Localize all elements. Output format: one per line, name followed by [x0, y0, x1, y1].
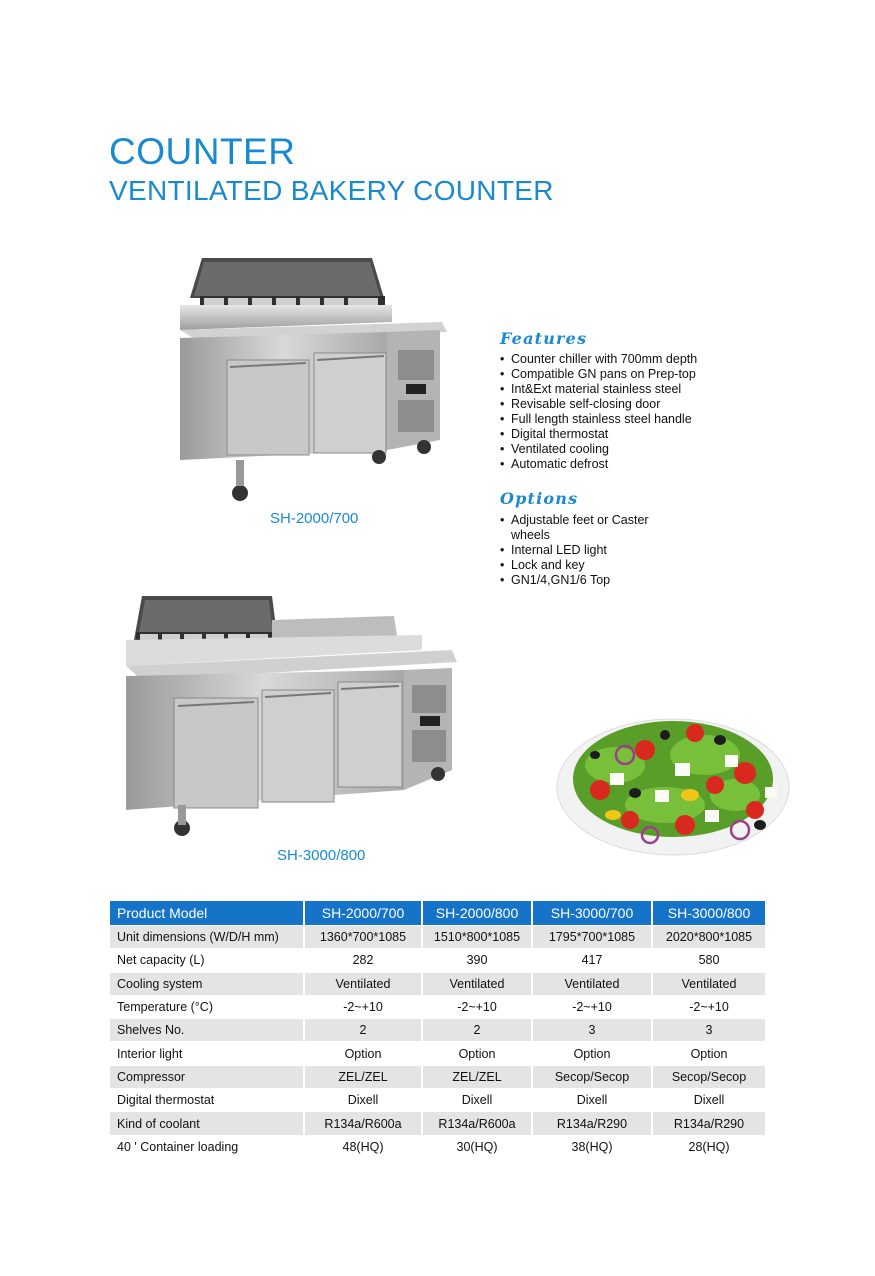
table-cell: Ventilated: [651, 973, 765, 995]
table-cell: 2: [421, 1019, 531, 1041]
table-cell: Kind of coolant: [110, 1112, 303, 1134]
page-title: COUNTER: [109, 131, 296, 172]
table-row: [110, 973, 765, 995]
product-image-sh-2000-700: [172, 250, 447, 505]
feature-item: • Revisable self-closing door: [500, 397, 697, 412]
table-cell: Option: [421, 1042, 531, 1064]
table-cell: 30(HQ): [421, 1136, 531, 1158]
table-cell: 1510*800*1085: [421, 926, 531, 948]
feature-item: • Automatic defrost: [500, 457, 697, 472]
table-row: [110, 996, 765, 1018]
table-cell: Interior light: [110, 1042, 303, 1064]
table-cell: Dixell: [303, 1089, 421, 1111]
features-heading: Features: [500, 329, 588, 348]
product-caption: SH-3000/800: [277, 847, 366, 864]
table-cell: Dixell: [531, 1089, 651, 1111]
table-cell: 40 ' Container loading: [110, 1136, 303, 1158]
table-header-cell: SH-3000/800: [651, 901, 765, 925]
feature-item: • Int&Ext material stainless steel: [500, 382, 697, 397]
table-cell: Cooling system: [110, 973, 303, 995]
table-row: [110, 1066, 765, 1088]
table-cell: Dixell: [421, 1089, 531, 1111]
table-cell: -2~+10: [531, 996, 651, 1018]
table-row: [110, 1136, 765, 1158]
feature-item: • Compatible GN pans on Prep-top: [500, 367, 697, 382]
table-row: [110, 1089, 765, 1111]
table-cell: 580: [651, 949, 765, 971]
table-cell: Ventilated: [421, 973, 531, 995]
table-cell: Digital thermostat: [110, 1089, 303, 1111]
table-row: [110, 1042, 765, 1064]
product-image-sh-3000-800: [122, 590, 460, 840]
table-cell: 2: [303, 1019, 421, 1041]
table-cell: Compressor: [110, 1066, 303, 1088]
table-cell: 3: [531, 1019, 651, 1041]
spec-table: [110, 900, 765, 1159]
feature-item: • Digital thermostat: [500, 427, 697, 442]
table-cell: 390: [421, 949, 531, 971]
table-cell: -2~+10: [421, 996, 531, 1018]
table-cell: ZEL/ZEL: [303, 1066, 421, 1088]
product-caption: SH-2000/700: [270, 510, 359, 527]
table-cell: Unit dimensions (W/D/H mm): [110, 926, 303, 948]
table-row: [110, 949, 765, 971]
table-cell: 48(HQ): [303, 1136, 421, 1158]
table-cell: 2020*800*1085: [651, 926, 765, 948]
table-cell: Ventilated: [303, 973, 421, 995]
table-cell: Secop/Secop: [531, 1066, 651, 1088]
table-cell: R134a/R290: [651, 1112, 765, 1134]
table-cell: Option: [531, 1042, 651, 1064]
table-cell: 282: [303, 949, 421, 971]
table-cell: 28(HQ): [651, 1136, 765, 1158]
table-cell: Option: [651, 1042, 765, 1064]
feature-item: • Counter chiller with 700mm depth: [500, 352, 697, 367]
option-item: • Internal LED light: [500, 543, 670, 558]
table-cell: 1795*700*1085: [531, 926, 651, 948]
table-cell: Ventilated: [531, 973, 651, 995]
table-cell: R134a/R600a: [421, 1112, 531, 1134]
option-item: • Lock and key: [500, 558, 670, 573]
table-row: [110, 1112, 765, 1134]
feature-item: • Ventilated cooling: [500, 442, 697, 457]
options-heading: Options: [500, 489, 579, 508]
table-header-row: [110, 901, 765, 925]
options-list: [500, 513, 670, 588]
table-cell: 417: [531, 949, 651, 971]
features-list: [500, 352, 697, 472]
table-header-cell: SH-2000/700: [303, 901, 421, 925]
table-cell: Secop/Secop: [651, 1066, 765, 1088]
table-cell: -2~+10: [303, 996, 421, 1018]
table-row: [110, 1019, 765, 1041]
table-cell: Dixell: [651, 1089, 765, 1111]
table-cell: Shelves No.: [110, 1019, 303, 1041]
table-cell: Temperature (°C): [110, 996, 303, 1018]
table-cell: ZEL/ZEL: [421, 1066, 531, 1088]
table-cell: 1360*700*1085: [303, 926, 421, 948]
table-cell: R134a/R290: [531, 1112, 651, 1134]
table-cell: 3: [651, 1019, 765, 1041]
table-cell: -2~+10: [651, 996, 765, 1018]
table-cell: Net capacity (L): [110, 949, 303, 971]
table-row: [110, 926, 765, 948]
salad-image: [555, 695, 791, 863]
table-header-cell: SH-3000/700: [531, 901, 651, 925]
table-header-cell: SH-2000/800: [421, 901, 531, 925]
table-header-cell: Product Model: [110, 901, 303, 925]
table-cell: Option: [303, 1042, 421, 1064]
table-cell: R134a/R600a: [303, 1112, 421, 1134]
option-item: • Adjustable feet or Caster wheels: [500, 513, 660, 543]
option-item: • GN1/4,GN1/6 Top: [500, 573, 670, 588]
page-subtitle: VENTILATED BAKERY COUNTER: [109, 175, 554, 206]
table-cell: 38(HQ): [531, 1136, 651, 1158]
feature-item: • Full length stainless steel handle: [500, 412, 697, 427]
